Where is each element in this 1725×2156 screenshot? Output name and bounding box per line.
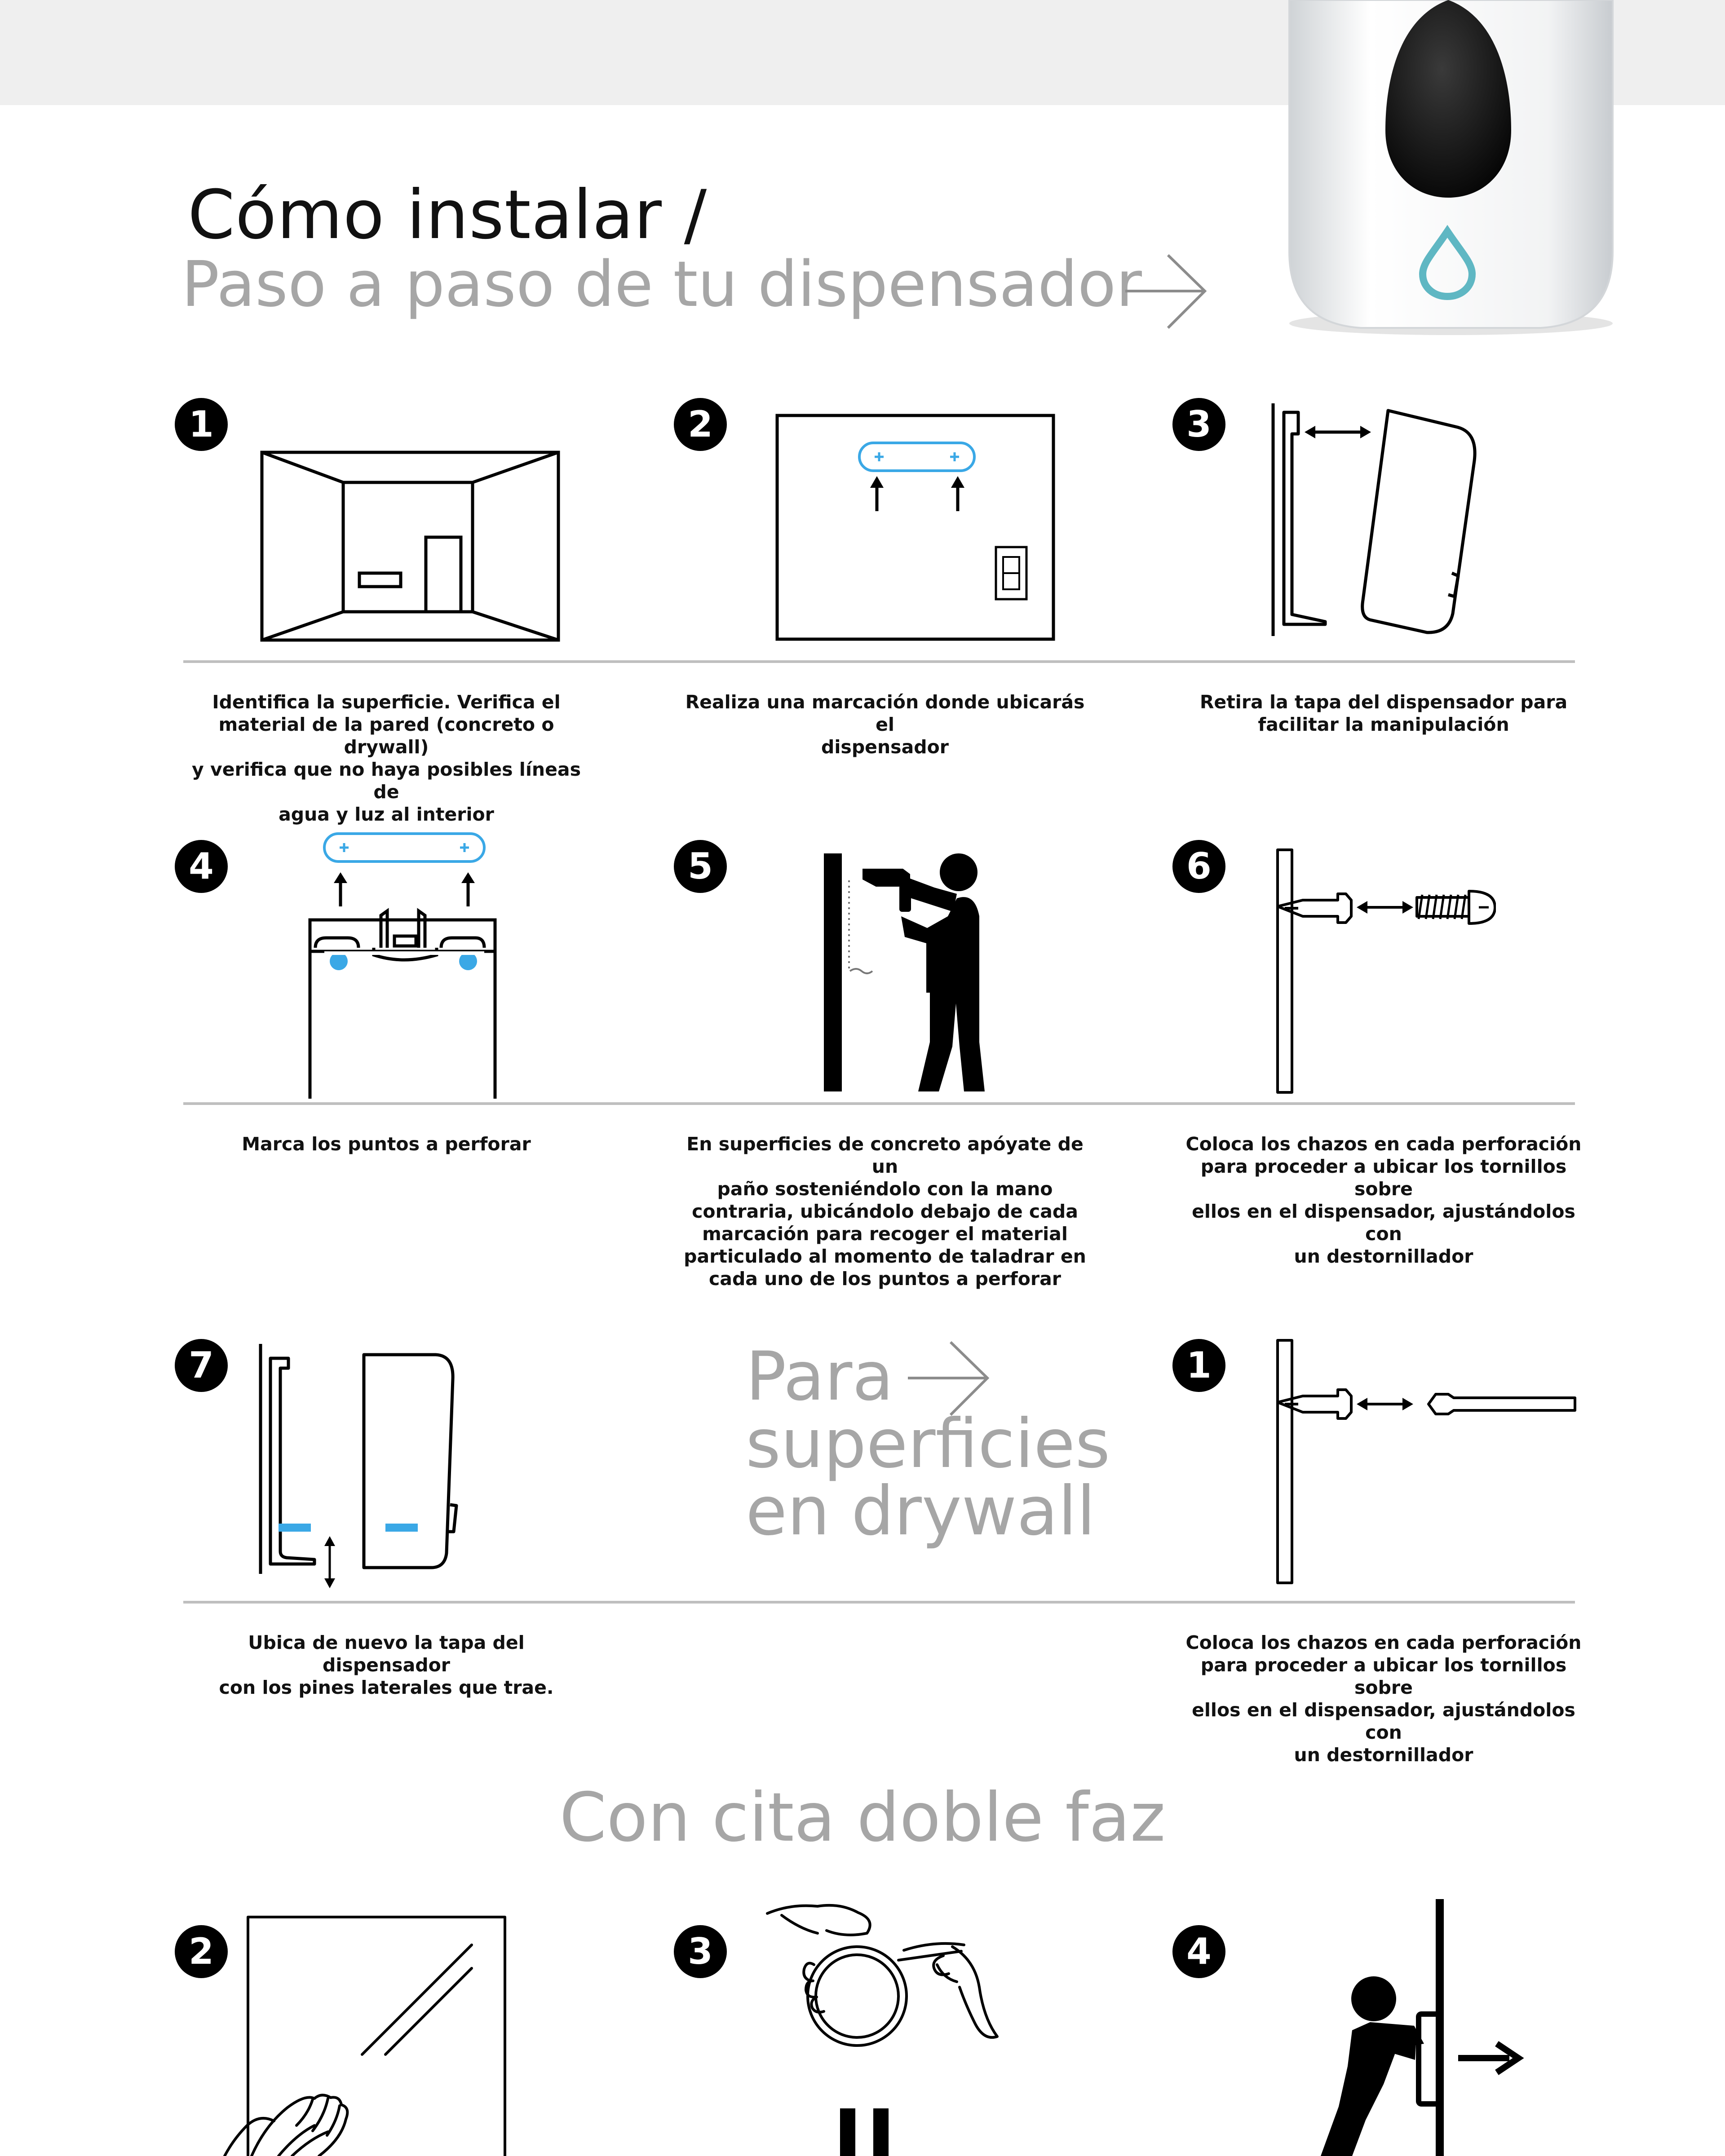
step-number-3: 3 (1172, 398, 1225, 451)
press-dispenser-icon (1294, 1895, 1527, 2156)
step-4-caption: Marca los puntos a perforar (242, 1133, 531, 1155)
cita-step-number-3: 3 (674, 1925, 727, 1978)
step-7-caption: Ubica de nuevo la tapa del dispensador con los pines laterales que trae. (219, 1632, 554, 1698)
page-title: Cómo instalar / (188, 176, 708, 254)
arrow-right-icon (906, 1339, 991, 1419)
cita-step-number-2: 2 (175, 1925, 228, 1978)
step-number-4: 4 (175, 840, 228, 893)
step-6-caption: Coloca los chazos en cada perforación para proceder a ubicar los tornillos sobre ellos en el dispensador, ajustándolos con un destornillador (1185, 1133, 1582, 1267)
step-1-caption: Identifica la superficie. Verifica el material de la pared (concreto o drywall) y verifica que no haya posibles líneas de agua y luz al interior (192, 691, 581, 825)
drywall-step-number-1: 1 (1172, 1339, 1225, 1392)
double-sided-tape-icon (764, 1902, 1033, 2156)
step-number-1: 1 (175, 398, 228, 451)
room-surface-icon (260, 450, 562, 643)
step-number-7: 7 (175, 1339, 228, 1392)
anchor-screwdriver-icon (1271, 1337, 1581, 1588)
step-5-caption: En superficies de concreto apóyate de un paño sosteniéndolo con la mano contraria, ubicándolo debajo de cada marcación para recoger el material particulado al momento de taladrar en cada uno de los puntos a perforar (684, 1133, 1086, 1290)
wall-mark-icon (775, 413, 1058, 642)
step-3-caption: Retira la tapa del dispensador para facilitar la manipulación (1199, 691, 1568, 735)
man-drilling-icon (822, 849, 993, 1100)
remove-cover-icon (1267, 402, 1482, 641)
cita-step-number-4: 4 (1172, 1925, 1225, 1978)
dispenser-product-image (1271, 0, 1622, 341)
wipe-surface-icon (207, 1914, 512, 2156)
step-number-5: 5 (674, 840, 727, 893)
page-subtitle: Paso a paso de tu dispensador (181, 248, 1142, 321)
mark-points-icon (306, 830, 504, 1100)
step-number-2: 2 (674, 398, 727, 451)
divider-row2 (183, 1102, 1575, 1105)
anchor-screw-icon (1271, 844, 1496, 1096)
arrow-right-icon (1123, 252, 1208, 332)
drywall-step-1-caption: Coloca los chazos en cada perforación para proceder a ubicar los tornillos sobre ellos en el dispensador, ajustándolos con un destornillador (1185, 1632, 1582, 1766)
replace-cover-icon (256, 1343, 463, 1590)
step-number-6: 6 (1172, 840, 1225, 893)
cita-doble-faz-heading: Con cita doble faz (559, 1779, 1166, 1857)
divider-row1 (183, 660, 1575, 663)
step-2-caption: Realiza una marcación donde ubicarás el dispensador (685, 691, 1085, 758)
drywall-heading: Para superficies en drywall (746, 1338, 1110, 1551)
divider-row3 (183, 1601, 1575, 1604)
